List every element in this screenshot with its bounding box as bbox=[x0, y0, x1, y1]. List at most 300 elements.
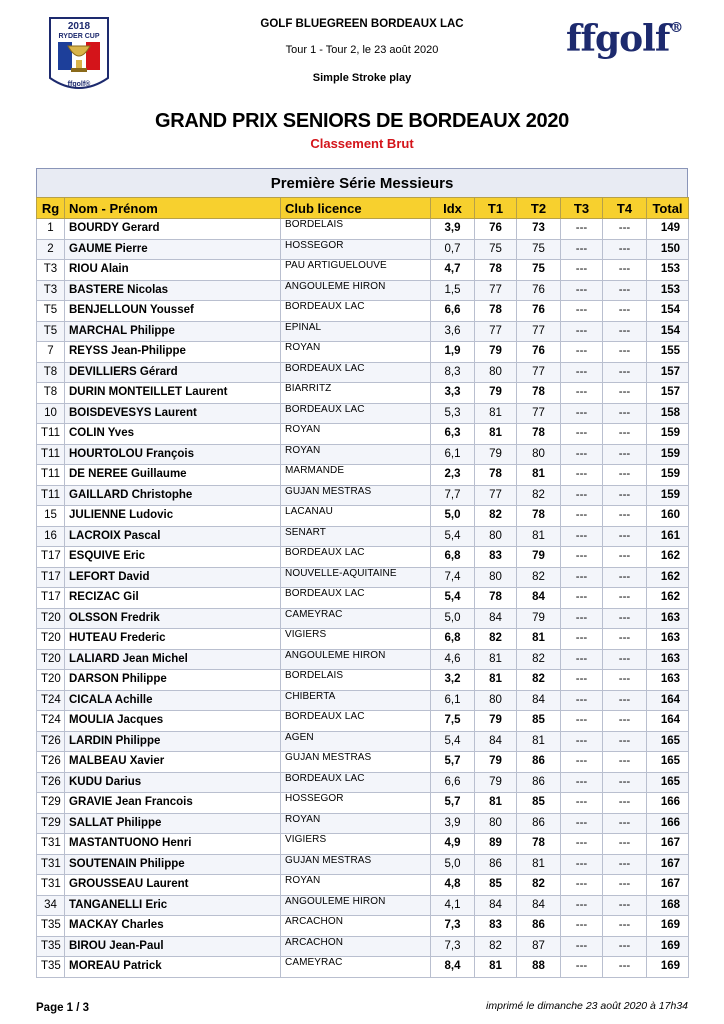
table-row bbox=[37, 342, 689, 363]
cell-total: 159 bbox=[647, 485, 689, 506]
cell-t4: --- bbox=[603, 526, 647, 547]
cell-t2: 75 bbox=[517, 239, 561, 260]
table-row bbox=[37, 854, 689, 875]
cell-t4: --- bbox=[603, 690, 647, 711]
table-row bbox=[37, 526, 689, 547]
cell-t1: 82 bbox=[475, 506, 517, 527]
cell-index: 7,3 bbox=[431, 916, 475, 937]
cell-club bbox=[281, 506, 431, 527]
cell-t4: --- bbox=[603, 608, 647, 629]
table-row bbox=[37, 793, 689, 814]
col-header-nom: Nom - Prénom bbox=[65, 198, 281, 219]
cell-name: BOURDY Gerard bbox=[65, 219, 281, 240]
cell-t2: 76 bbox=[517, 280, 561, 301]
cell-t2: 77 bbox=[517, 321, 561, 342]
cell-t4: --- bbox=[603, 670, 647, 691]
cell-club bbox=[281, 321, 431, 342]
cell-club bbox=[281, 834, 431, 855]
cell-index: 6,1 bbox=[431, 444, 475, 465]
cell-t1: 81 bbox=[475, 649, 517, 670]
cell-name: SALLAT Philippe bbox=[65, 813, 281, 834]
cell-rank: T35 bbox=[37, 957, 65, 978]
club-text: ROYAN bbox=[285, 424, 321, 436]
table-row bbox=[37, 444, 689, 465]
col-header-t3: T3 bbox=[561, 198, 603, 219]
cell-index: 3,2 bbox=[431, 670, 475, 691]
cell-name: BOISDEVESYS Laurent bbox=[65, 403, 281, 424]
table-row bbox=[37, 506, 689, 527]
cell-index: 4,1 bbox=[431, 895, 475, 916]
cell-t3: --- bbox=[561, 239, 603, 260]
cell-rank: T35 bbox=[37, 916, 65, 937]
cell-t2: 77 bbox=[517, 362, 561, 383]
club-text: ARCACHON bbox=[285, 916, 344, 928]
cell-t4: --- bbox=[603, 280, 647, 301]
cell-name: RECIZAC Gil bbox=[65, 588, 281, 609]
cell-name: KUDU Darius bbox=[65, 772, 281, 793]
cell-total: 164 bbox=[647, 690, 689, 711]
cell-rank: 1 bbox=[37, 219, 65, 240]
cell-club bbox=[281, 690, 431, 711]
cell-index: 5,0 bbox=[431, 608, 475, 629]
club-text: HOSSEGOR bbox=[285, 793, 344, 805]
cell-rank: T5 bbox=[37, 301, 65, 322]
results-table bbox=[36, 197, 689, 978]
cell-t2: 84 bbox=[517, 588, 561, 609]
cell-t3: --- bbox=[561, 690, 603, 711]
cell-rank: T20 bbox=[37, 670, 65, 691]
cell-total: 161 bbox=[647, 526, 689, 547]
club-text: BORDEAUX LAC bbox=[285, 403, 365, 415]
cell-club bbox=[281, 342, 431, 363]
cell-t2: 77 bbox=[517, 403, 561, 424]
cell-rank: 10 bbox=[37, 403, 65, 424]
cell-index: 1,5 bbox=[431, 280, 475, 301]
cell-rank: T20 bbox=[37, 608, 65, 629]
cell-total: 163 bbox=[647, 629, 689, 650]
cell-t2: 73 bbox=[517, 219, 561, 240]
cell-t1: 79 bbox=[475, 383, 517, 404]
cell-rank: T29 bbox=[37, 813, 65, 834]
cell-name: MASTANTUONO Henri bbox=[65, 834, 281, 855]
cell-name: MOULIA Jacques bbox=[65, 711, 281, 732]
cell-rank: 7 bbox=[37, 342, 65, 363]
club-text: CAMEYRAC bbox=[285, 957, 343, 969]
cell-index: 5,4 bbox=[431, 526, 475, 547]
club-text: LACANAU bbox=[285, 506, 333, 518]
cell-rank: T8 bbox=[37, 362, 65, 383]
table-row bbox=[37, 711, 689, 732]
cell-total: 167 bbox=[647, 875, 689, 896]
cell-t3: --- bbox=[561, 485, 603, 506]
table-row bbox=[37, 813, 689, 834]
table-row bbox=[37, 629, 689, 650]
cell-rank: T20 bbox=[37, 629, 65, 650]
cell-rank: 2 bbox=[37, 239, 65, 260]
cell-t1: 77 bbox=[475, 321, 517, 342]
table-row bbox=[37, 219, 689, 240]
cell-rank: T31 bbox=[37, 854, 65, 875]
cell-t4: --- bbox=[603, 547, 647, 568]
cell-t1: 83 bbox=[475, 916, 517, 937]
cell-t1: 89 bbox=[475, 834, 517, 855]
cell-t2: 88 bbox=[517, 957, 561, 978]
page-number: Page 1 / 3 bbox=[36, 1002, 90, 1014]
cell-t1: 80 bbox=[475, 526, 517, 547]
cell-t4: --- bbox=[603, 383, 647, 404]
cell-t3: --- bbox=[561, 752, 603, 773]
cell-name: LEFORT David bbox=[65, 567, 281, 588]
cell-rank: T11 bbox=[37, 424, 65, 445]
club-text: BORDEAUX LAC bbox=[285, 301, 365, 313]
cell-total: 167 bbox=[647, 854, 689, 875]
cell-t4: --- bbox=[603, 731, 647, 752]
cell-total: 162 bbox=[647, 547, 689, 568]
cell-t3: --- bbox=[561, 670, 603, 691]
club-text: BORDEAUX LAC bbox=[285, 588, 365, 600]
cell-name: DEVILLIERS Gérard bbox=[65, 362, 281, 383]
cell-rank: T11 bbox=[37, 465, 65, 486]
cell-index: 5,4 bbox=[431, 731, 475, 752]
cell-index: 3,9 bbox=[431, 219, 475, 240]
cell-t1: 76 bbox=[475, 219, 517, 240]
cell-t4: --- bbox=[603, 629, 647, 650]
cell-rank: T8 bbox=[37, 383, 65, 404]
cell-rank: T17 bbox=[37, 547, 65, 568]
cell-total: 165 bbox=[647, 731, 689, 752]
cell-rank: T26 bbox=[37, 772, 65, 793]
table-row bbox=[37, 936, 689, 957]
club-text: SENART bbox=[285, 526, 326, 538]
table-row bbox=[37, 567, 689, 588]
cell-index: 5,4 bbox=[431, 588, 475, 609]
cell-t4: --- bbox=[603, 506, 647, 527]
cell-index: 4,8 bbox=[431, 875, 475, 896]
cell-t4: --- bbox=[603, 485, 647, 506]
cell-total: 168 bbox=[647, 895, 689, 916]
cell-t4: --- bbox=[603, 936, 647, 957]
cell-t4: --- bbox=[603, 793, 647, 814]
cell-name: MACKAY Charles bbox=[65, 916, 281, 937]
club-text: BORDEAUX LAC bbox=[285, 711, 365, 723]
col-header-total: Total bbox=[647, 198, 689, 219]
club-text: NOUVELLE-AQUITAINE bbox=[285, 567, 397, 579]
cell-t2: 82 bbox=[517, 485, 561, 506]
cell-index: 6,1 bbox=[431, 690, 475, 711]
cell-t2: 80 bbox=[517, 444, 561, 465]
cell-t2: 76 bbox=[517, 342, 561, 363]
cell-total: 150 bbox=[647, 239, 689, 260]
cell-index: 4,7 bbox=[431, 260, 475, 281]
cell-t3: --- bbox=[561, 916, 603, 937]
cell-t2: 86 bbox=[517, 752, 561, 773]
cell-index: 5,3 bbox=[431, 403, 475, 424]
club-text: PAU ARTIGUELOUVE bbox=[285, 260, 387, 272]
cell-t1: 81 bbox=[475, 424, 517, 445]
cell-club bbox=[281, 957, 431, 978]
table-row bbox=[37, 403, 689, 424]
club-text: CAMEYRAC bbox=[285, 608, 343, 620]
table-row bbox=[37, 547, 689, 568]
table-row bbox=[37, 239, 689, 260]
cell-t3: --- bbox=[561, 547, 603, 568]
cell-index: 1,9 bbox=[431, 342, 475, 363]
cell-rank: T17 bbox=[37, 567, 65, 588]
table-row bbox=[37, 875, 689, 896]
cell-t3: --- bbox=[561, 731, 603, 752]
cell-t1: 84 bbox=[475, 608, 517, 629]
club-text: VIGIERS bbox=[285, 834, 327, 846]
cell-t4: --- bbox=[603, 219, 647, 240]
cell-t3: --- bbox=[561, 957, 603, 978]
cell-t3: --- bbox=[561, 219, 603, 240]
club-text: AGEN bbox=[285, 731, 314, 743]
cell-name: BASTERE Nicolas bbox=[65, 280, 281, 301]
cell-t2: 78 bbox=[517, 424, 561, 445]
cell-rank: T26 bbox=[37, 752, 65, 773]
col-header-t2: T2 bbox=[517, 198, 561, 219]
cell-club bbox=[281, 403, 431, 424]
cell-t3: --- bbox=[561, 588, 603, 609]
play-format: Simple Stroke play bbox=[312, 72, 412, 84]
cell-t2: 81 bbox=[517, 526, 561, 547]
cell-t2: 87 bbox=[517, 936, 561, 957]
cell-index: 3,6 bbox=[431, 321, 475, 342]
cell-t3: --- bbox=[561, 342, 603, 363]
cell-t4: --- bbox=[603, 424, 647, 445]
cell-rank: T5 bbox=[37, 321, 65, 342]
cell-t4: --- bbox=[603, 260, 647, 281]
cell-club bbox=[281, 260, 431, 281]
cell-name: BIROU Jean-Paul bbox=[65, 936, 281, 957]
cell-name: CICALA Achille bbox=[65, 690, 281, 711]
cell-t2: 78 bbox=[517, 383, 561, 404]
cell-club bbox=[281, 526, 431, 547]
cell-t4: --- bbox=[603, 321, 647, 342]
cell-index: 7,5 bbox=[431, 711, 475, 732]
cell-t3: --- bbox=[561, 321, 603, 342]
cell-t4: --- bbox=[603, 362, 647, 383]
cell-t3: --- bbox=[561, 813, 603, 834]
cell-t1: 80 bbox=[475, 567, 517, 588]
ffgolf-wordmark: ffgolf bbox=[566, 18, 670, 60]
cell-club bbox=[281, 670, 431, 691]
club-text: BORDEAUX LAC bbox=[285, 772, 365, 784]
table-row bbox=[37, 834, 689, 855]
cell-t1: 79 bbox=[475, 444, 517, 465]
cell-index: 6,6 bbox=[431, 301, 475, 322]
table-row bbox=[37, 916, 689, 937]
cell-name: SOUTENAIN Philippe bbox=[65, 854, 281, 875]
table-row bbox=[37, 895, 689, 916]
cell-name: HOURTOLOU François bbox=[65, 444, 281, 465]
club-text: ANGOULEME HIRON bbox=[285, 649, 386, 661]
cell-name: LARDIN Philippe bbox=[65, 731, 281, 752]
cell-total: 159 bbox=[647, 465, 689, 486]
cell-t3: --- bbox=[561, 260, 603, 281]
page-title: GRAND PRIX SENIORS DE BORDEAUX 2020 bbox=[154, 110, 570, 132]
cell-total: 159 bbox=[647, 444, 689, 465]
cell-t4: --- bbox=[603, 239, 647, 260]
cell-total: 154 bbox=[647, 301, 689, 322]
cell-index: 4,6 bbox=[431, 649, 475, 670]
cell-t4: --- bbox=[603, 916, 647, 937]
club-text: ARCACHON bbox=[285, 936, 344, 948]
cell-club bbox=[281, 608, 431, 629]
cell-name: OLSSON Fredrik bbox=[65, 608, 281, 629]
col-header-idx: Idx bbox=[431, 198, 475, 219]
cell-rank: 16 bbox=[37, 526, 65, 547]
col-header-t4: T4 bbox=[603, 198, 647, 219]
cell-index: 7,4 bbox=[431, 567, 475, 588]
cell-total: 162 bbox=[647, 567, 689, 588]
cell-t4: --- bbox=[603, 444, 647, 465]
cell-index: 8,3 bbox=[431, 362, 475, 383]
cell-rank: T31 bbox=[37, 834, 65, 855]
cell-t1: 78 bbox=[475, 465, 517, 486]
table-row bbox=[37, 424, 689, 445]
table-header-row bbox=[37, 198, 689, 219]
club-text: ANGOULEME HIRON bbox=[285, 895, 386, 907]
cell-index: 5,7 bbox=[431, 793, 475, 814]
cell-name: ESQUIVE Eric bbox=[65, 547, 281, 568]
club-text: MARMANDE bbox=[285, 465, 345, 477]
table-row bbox=[37, 588, 689, 609]
cell-club bbox=[281, 301, 431, 322]
cell-club bbox=[281, 219, 431, 240]
cell-name: JULIENNE Ludovic bbox=[65, 506, 281, 527]
cell-t2: 81 bbox=[517, 854, 561, 875]
cell-t2: 85 bbox=[517, 711, 561, 732]
cell-t3: --- bbox=[561, 936, 603, 957]
cell-t1: 80 bbox=[475, 690, 517, 711]
club-text: BORDELAIS bbox=[285, 219, 344, 231]
cell-total: 169 bbox=[647, 936, 689, 957]
ryder-name: RYDER CUP bbox=[58, 33, 100, 40]
cell-total: 155 bbox=[647, 342, 689, 363]
cell-rank: T17 bbox=[37, 588, 65, 609]
club-text: GUJAN MESTRAS bbox=[285, 485, 372, 497]
cell-t3: --- bbox=[561, 506, 603, 527]
cell-index: 6,8 bbox=[431, 547, 475, 568]
cell-t1: 75 bbox=[475, 239, 517, 260]
cell-t3: --- bbox=[561, 649, 603, 670]
cell-club bbox=[281, 485, 431, 506]
cell-index: 8,4 bbox=[431, 957, 475, 978]
cell-t1: 82 bbox=[475, 629, 517, 650]
cell-t2: 86 bbox=[517, 813, 561, 834]
cell-t1: 81 bbox=[475, 957, 517, 978]
cell-t2: 78 bbox=[517, 834, 561, 855]
cell-club bbox=[281, 383, 431, 404]
cell-total: 169 bbox=[647, 957, 689, 978]
cell-total: 169 bbox=[647, 916, 689, 937]
cell-total: 167 bbox=[647, 834, 689, 855]
cell-club bbox=[281, 854, 431, 875]
club-text: GUJAN MESTRAS bbox=[285, 752, 372, 764]
cell-name: DURIN MONTEILLET Laurent bbox=[65, 383, 281, 404]
cell-index: 6,3 bbox=[431, 424, 475, 445]
club-text: CHIBERTA bbox=[285, 690, 336, 702]
cell-t3: --- bbox=[561, 403, 603, 424]
cell-total: 165 bbox=[647, 752, 689, 773]
col-header-rg: Rg bbox=[37, 198, 65, 219]
cell-club bbox=[281, 588, 431, 609]
cell-name: LALIARD Jean Michel bbox=[65, 649, 281, 670]
cell-t2: 84 bbox=[517, 895, 561, 916]
cell-rank: T3 bbox=[37, 260, 65, 281]
table-row bbox=[37, 321, 689, 342]
results-table-container bbox=[36, 168, 688, 978]
cell-club bbox=[281, 895, 431, 916]
cell-total: 158 bbox=[647, 403, 689, 424]
cell-club bbox=[281, 649, 431, 670]
serie-title: Première Série Messieurs bbox=[36, 168, 688, 197]
cell-t2: 78 bbox=[517, 506, 561, 527]
cell-name: DE NEREE Guillaume bbox=[65, 465, 281, 486]
club-text: ROYAN bbox=[285, 813, 321, 825]
cell-t4: --- bbox=[603, 875, 647, 896]
club-name: GOLF BLUEGREEN BORDEAUX LAC bbox=[260, 18, 464, 30]
cell-name: GAILLARD Christophe bbox=[65, 485, 281, 506]
cell-name: GRAVIE Jean Francois bbox=[65, 793, 281, 814]
cell-t1: 85 bbox=[475, 875, 517, 896]
cell-t3: --- bbox=[561, 854, 603, 875]
table-row bbox=[37, 485, 689, 506]
cell-name: GAUME Pierre bbox=[65, 239, 281, 260]
cell-name: GROUSSEAU Laurent bbox=[65, 875, 281, 896]
cell-name: LACROIX Pascal bbox=[65, 526, 281, 547]
cell-club bbox=[281, 752, 431, 773]
cell-t1: 86 bbox=[475, 854, 517, 875]
cell-club bbox=[281, 465, 431, 486]
cell-t1: 79 bbox=[475, 752, 517, 773]
cell-t3: --- bbox=[561, 383, 603, 404]
cell-club bbox=[281, 629, 431, 650]
cell-t2: 86 bbox=[517, 916, 561, 937]
club-text: BORDEAUX LAC bbox=[285, 547, 365, 559]
cell-club bbox=[281, 875, 431, 896]
cell-t3: --- bbox=[561, 793, 603, 814]
cell-t3: --- bbox=[561, 608, 603, 629]
cell-index: 3,3 bbox=[431, 383, 475, 404]
club-text: HOSSEGOR bbox=[285, 239, 344, 251]
cell-t2: 75 bbox=[517, 260, 561, 281]
cell-t2: 85 bbox=[517, 793, 561, 814]
cell-index: 0,7 bbox=[431, 239, 475, 260]
cell-t3: --- bbox=[561, 465, 603, 486]
club-text: VIGIERS bbox=[285, 629, 327, 641]
cell-total: 166 bbox=[647, 793, 689, 814]
cell-club bbox=[281, 711, 431, 732]
cell-club bbox=[281, 567, 431, 588]
cell-t4: --- bbox=[603, 752, 647, 773]
cell-t4: --- bbox=[603, 301, 647, 322]
cell-t2: 82 bbox=[517, 567, 561, 588]
table-row bbox=[37, 670, 689, 691]
cell-t4: --- bbox=[603, 772, 647, 793]
cell-rank: T35 bbox=[37, 936, 65, 957]
cell-rank: T31 bbox=[37, 875, 65, 896]
cell-t1: 82 bbox=[475, 936, 517, 957]
cell-t4: --- bbox=[603, 342, 647, 363]
cell-club bbox=[281, 547, 431, 568]
cell-t2: 82 bbox=[517, 670, 561, 691]
cell-total: 149 bbox=[647, 219, 689, 240]
cell-club bbox=[281, 813, 431, 834]
club-text: ROYAN bbox=[285, 342, 321, 354]
cell-index: 2,3 bbox=[431, 465, 475, 486]
